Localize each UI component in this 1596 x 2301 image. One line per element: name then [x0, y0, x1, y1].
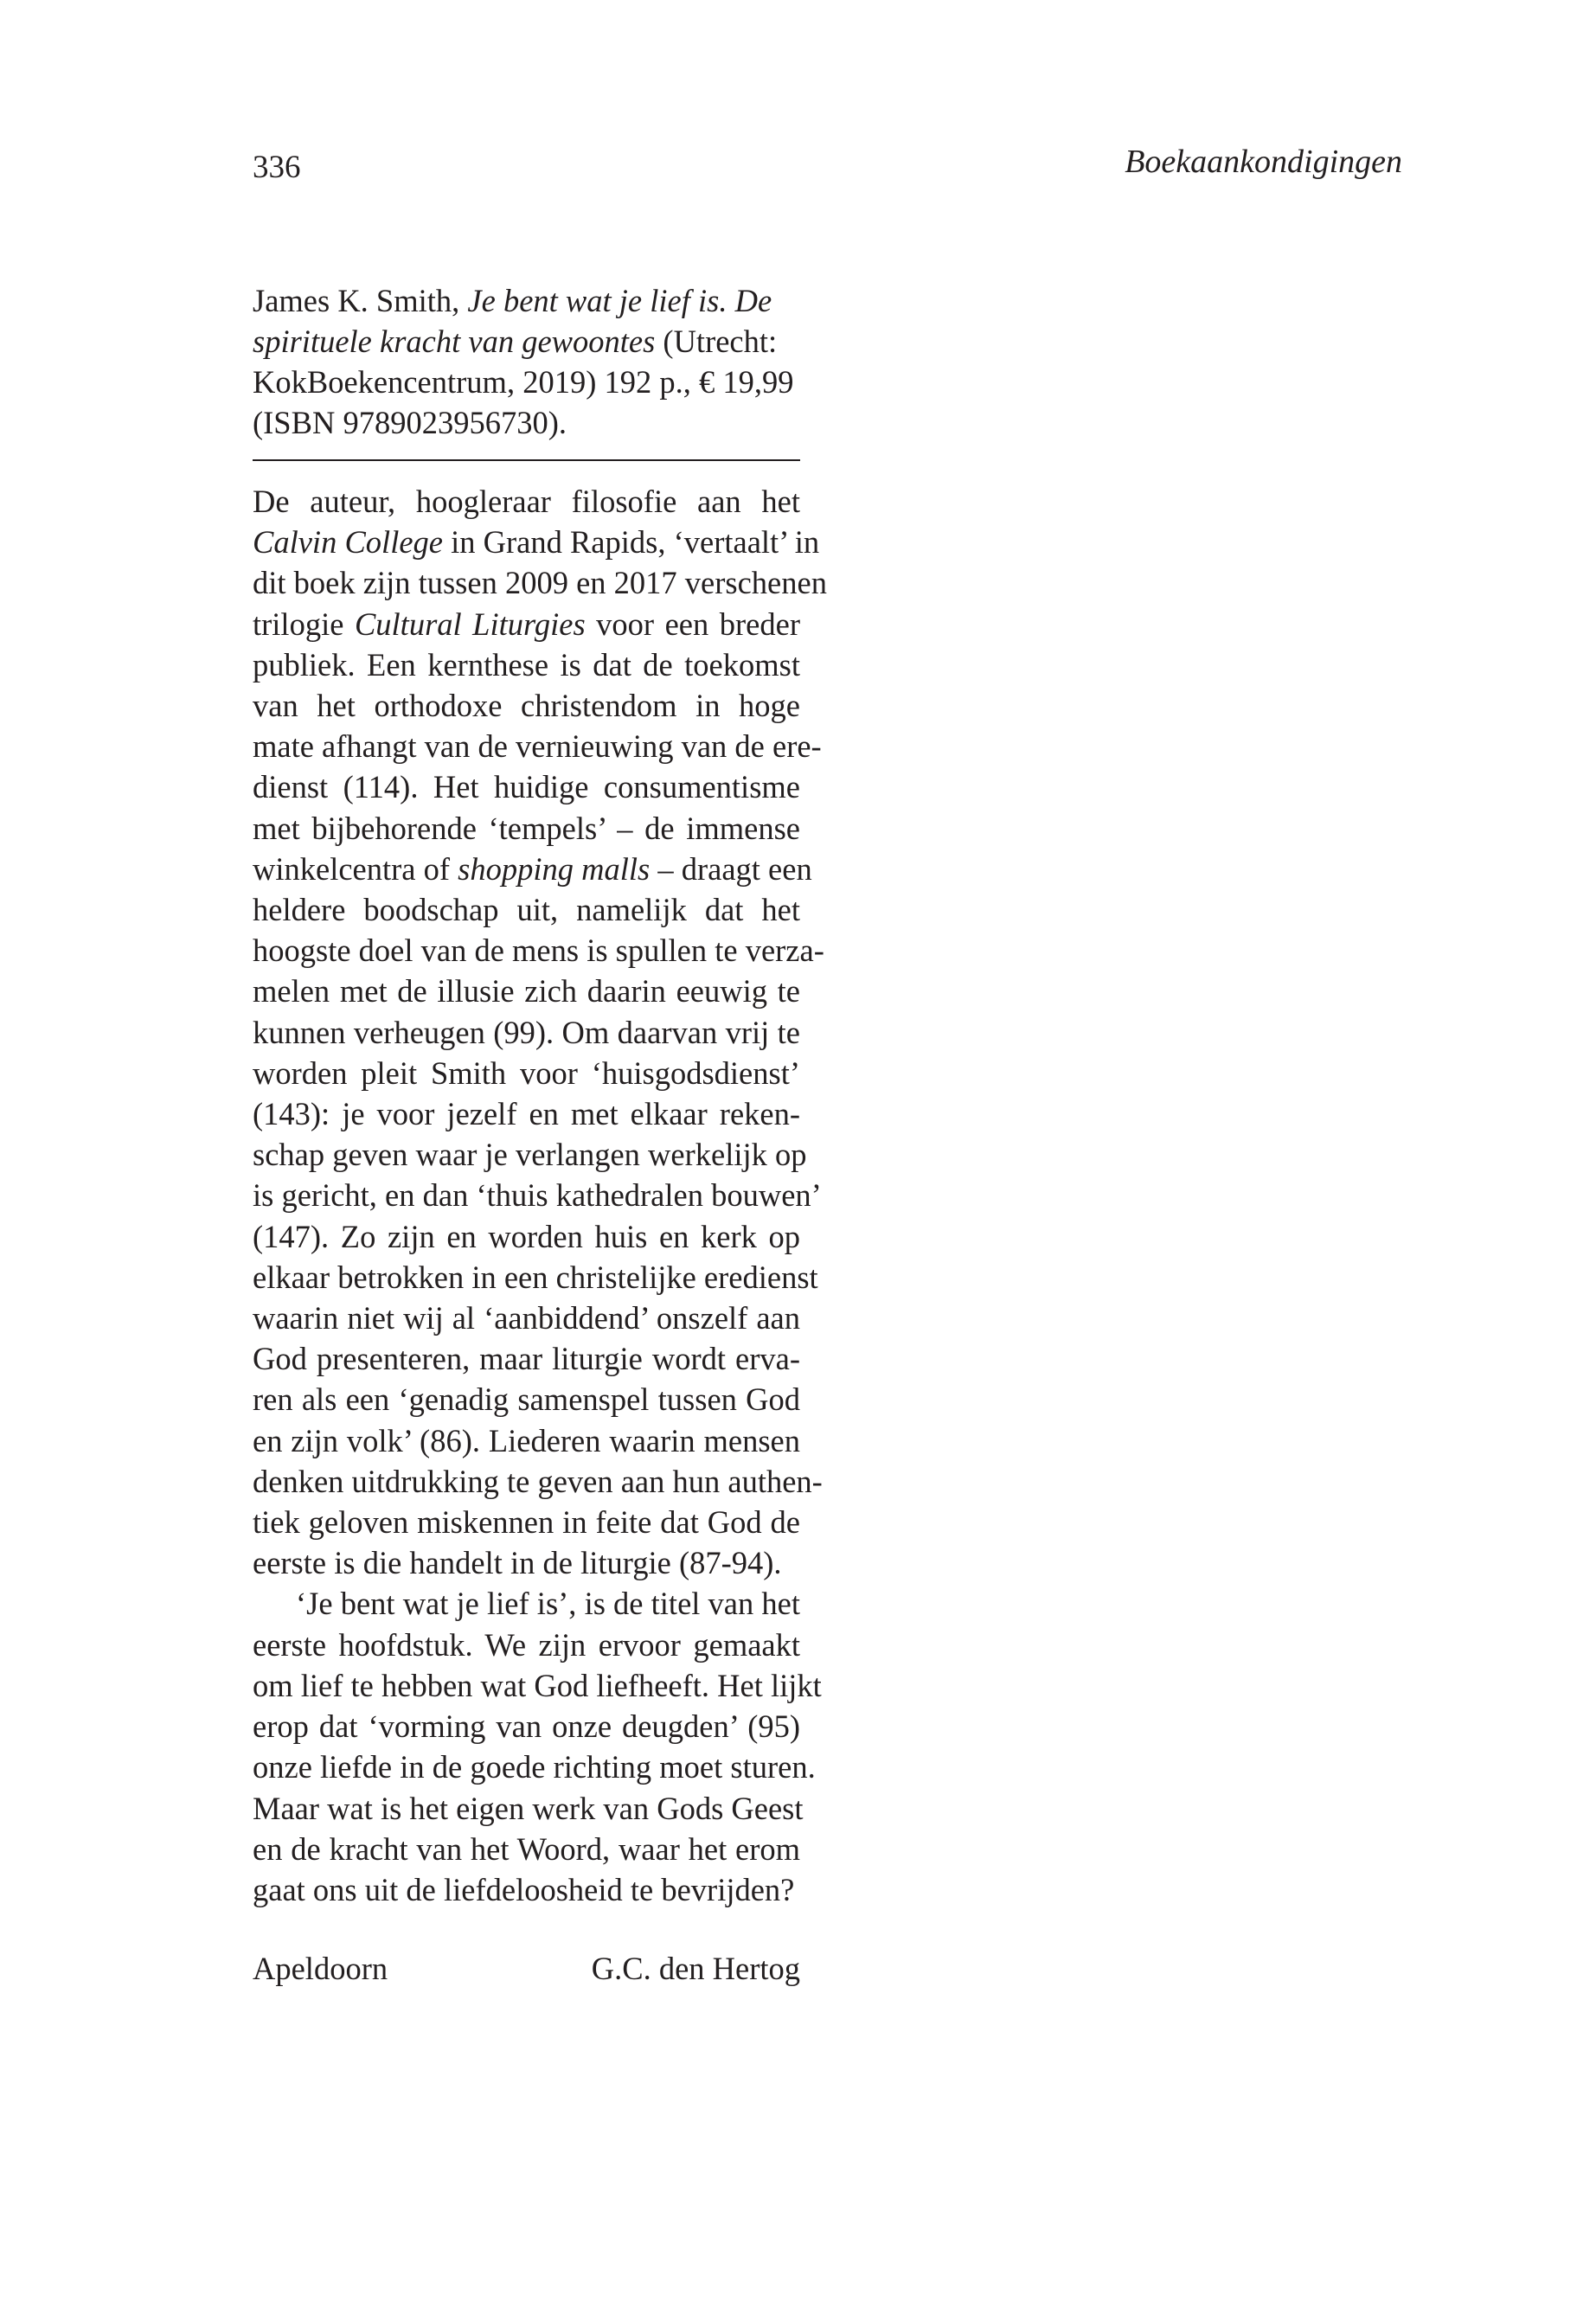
text-segment: hoogste doel van de mens is spullen te verza-	[253, 933, 824, 969]
citation-line	[253, 280, 800, 321]
text-line	[253, 1747, 816, 1787]
text-segment: (147). Zo zijn en worden huis en kerk op	[253, 1218, 800, 1254]
text-line	[253, 1625, 800, 1665]
citation-text-segment: (Utrecht:	[655, 324, 778, 359]
text-segment: trilogie	[253, 606, 355, 642]
citation-text-segment: KokBoekencentrum, 2019) 192 p., € 19,99	[253, 364, 794, 400]
text-segment: winkelcentra of	[253, 850, 458, 887]
text-line	[253, 1379, 800, 1420]
text-segment: eerste is die handelt in de liturgie (87-94).	[253, 1545, 782, 1581]
text-line	[253, 1093, 800, 1134]
text-line	[253, 685, 800, 726]
running-head: Boekaankondigingen	[1125, 144, 1402, 180]
text-line	[253, 849, 812, 889]
text-line	[253, 1175, 822, 1215]
text-line	[253, 522, 820, 562]
text-segment: om lief te hebben wat God liefheeft. Het lijkt	[253, 1667, 822, 1703]
text-segment: dit boek zijn tussen 2009 en 2017 verschenen	[253, 565, 827, 601]
text-segment: erop dat ‘vorming van onze deugden’ (95)	[253, 1708, 800, 1745]
citation-title-segment: spirituele kracht van gewoontes	[253, 324, 656, 359]
text-line	[253, 930, 824, 971]
text-segment: in Grand Rapids, ‘vertaalt’ in	[442, 524, 820, 561]
book-citation	[253, 280, 800, 443]
text-segment: voor een breder	[585, 606, 800, 642]
text-line	[253, 1338, 800, 1379]
text-segment: ren als een ‘genadig samenspel tussen God	[253, 1381, 800, 1418]
text-segment: publiek. Een kernthese is dat de toekomst	[253, 646, 800, 683]
text-segment: is gericht, en dan ‘thuis kathedralen bouwen’	[253, 1177, 822, 1214]
text-segment: denken uitdrukking te geven aan hun authen-	[253, 1463, 823, 1499]
text-line	[253, 1298, 800, 1338]
text-line	[253, 1583, 800, 1624]
text-line	[253, 1257, 818, 1298]
signature	[253, 1948, 800, 1990]
text-line	[253, 1461, 823, 1502]
citation-title-segment: Je bent wat je lief is. De	[467, 283, 772, 318]
text-segment: tiek geloven miskennen in feite dat God de	[253, 1504, 800, 1541]
review-text	[253, 481, 827, 1910]
citation-text-segment: James K. Smith,	[253, 283, 468, 318]
text-line	[253, 726, 822, 766]
text-segment: eerste hoofdstuk. We zijn ervoor gemaakt	[253, 1626, 800, 1663]
text-line	[253, 1420, 800, 1461]
text-line	[253, 889, 800, 930]
text-segment: De auteur, hoogleraar filosofie aan het	[253, 484, 800, 519]
text-segment: (143): je voor jezelf en met elkaar reken-	[253, 1096, 800, 1132]
text-segment: van het orthodoxe christendom in hoge	[253, 688, 800, 724]
text-line	[253, 1542, 800, 1583]
text-segment: God presenteren, maar liturgie wordt erva-	[253, 1341, 800, 1377]
text-segment: elkaar betrokken in een christelijke eredienst	[253, 1259, 818, 1295]
text-segment: gaat ons uit de liefdeloosheid te bevrijden?	[253, 1871, 795, 1907]
text-line	[253, 1829, 800, 1869]
text-segment: – draagt een	[650, 850, 812, 887]
citation-line	[253, 402, 800, 443]
text-segment: kunnen verheugen (99). Om daarvan vrij te	[253, 1014, 800, 1050]
text-line	[253, 1012, 800, 1053]
text-line	[253, 1216, 800, 1257]
text-line	[253, 1869, 800, 1910]
text-line	[253, 1706, 800, 1747]
text-segment: mate afhangt van de vernieuwing van de ere-	[253, 728, 822, 765]
citation-text-segment: (ISBN 9789023956730).	[253, 405, 567, 440]
text-line	[253, 1665, 822, 1706]
text-segment: en zijn volk’ (86). Liederen waarin mensen	[253, 1422, 800, 1458]
text-line	[253, 1053, 800, 1093]
text-line	[253, 766, 800, 807]
review-paragraph	[253, 1583, 822, 1910]
citation-line	[253, 321, 800, 362]
signature-author: G.C. den Hertog	[591, 1951, 800, 1986]
text-line	[253, 1502, 800, 1542]
signature-place: Apeldoorn	[253, 1951, 388, 1986]
text-line	[253, 562, 827, 603]
text-segment: heldere boodschap uit, namelijk dat het	[253, 892, 800, 928]
text-segment: ‘Je bent wat je lief is’, is de titel van het	[296, 1586, 800, 1622]
text-line	[253, 644, 800, 685]
text-segment: schap geven waar je verlangen werkelijk op	[253, 1137, 807, 1173]
italic-segment: shopping malls	[458, 850, 651, 887]
text-line	[253, 1134, 807, 1175]
text-segment: en de kracht van het Woord, waar het erom	[253, 1830, 800, 1867]
text-line	[253, 1788, 804, 1829]
text-line	[253, 808, 800, 849]
citation-divider	[253, 459, 800, 461]
page-number: 336	[253, 150, 301, 185]
text-segment: dienst (114). Het huidige consumentisme	[253, 769, 800, 805]
text-segment: onze liefde in de goede richting moet sturen.	[253, 1749, 816, 1785]
text-line	[253, 604, 800, 644]
text-segment: worden pleit Smith voor ‘huisgodsdienst’	[253, 1054, 800, 1091]
text-segment: waarin niet wij al ‘aanbiddend’ onszelf aan	[253, 1300, 800, 1336]
text-segment: Maar wat is het eigen werk van Gods Geest	[253, 1790, 804, 1826]
text-line	[253, 971, 800, 1011]
citation-line	[253, 362, 800, 402]
italic-segment: Calvin College	[253, 524, 443, 561]
text-segment: melen met de illusie zich daarin eeuwig te	[253, 973, 800, 1009]
review-paragraph	[253, 481, 827, 1583]
italic-segment: Cultural Liturgies	[354, 606, 586, 642]
text-line	[253, 481, 800, 522]
text-segment: met bijbehorende ‘tempels’ – de immense	[253, 810, 800, 846]
